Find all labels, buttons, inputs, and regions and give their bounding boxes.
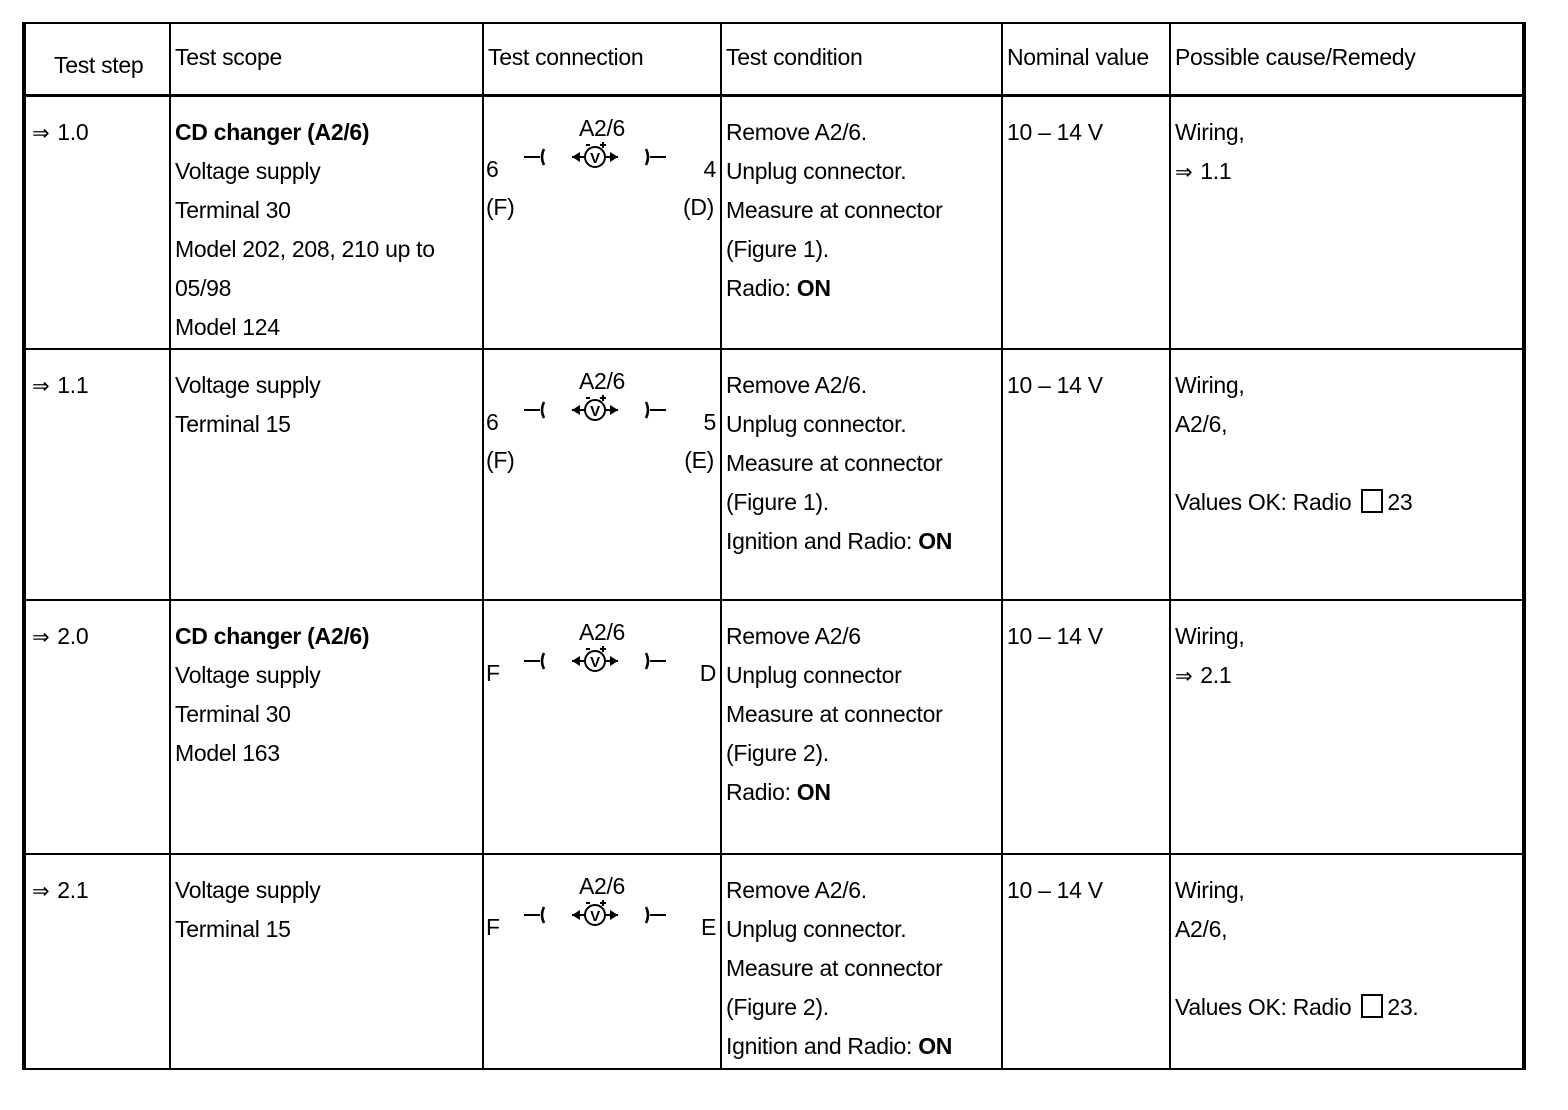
scope-line: Terminal 30 bbox=[175, 197, 291, 223]
scope-line: Model 163 bbox=[175, 739, 280, 766]
test-condition-cell bbox=[721, 600, 1002, 854]
nominal-value: 10 – 14 V bbox=[1007, 119, 1103, 145]
arrow-right-icon: ⇒ bbox=[1175, 161, 1193, 184]
scope-line: Terminal 30 bbox=[175, 700, 291, 727]
header-test-connection: Test connection bbox=[483, 24, 721, 96]
test-condition-cell bbox=[721, 96, 1002, 349]
condition-state-line: Radio: ON bbox=[726, 778, 831, 805]
condition-line: (Figure 1). bbox=[726, 488, 829, 515]
svg-text:V: V bbox=[590, 907, 600, 925]
test-condition-cell bbox=[721, 854, 1002, 1070]
scope-line: Model 202, 208, 210 up to bbox=[175, 236, 435, 262]
test-step-cell bbox=[25, 349, 170, 600]
pin-right: 4 bbox=[703, 156, 716, 182]
voltmeter-symbol bbox=[520, 641, 670, 683]
test-step-cell bbox=[25, 600, 170, 854]
test-step-cell bbox=[25, 96, 170, 349]
condition-line: Measure at connector bbox=[726, 449, 943, 476]
remedy-line: A2/6, bbox=[1175, 915, 1228, 942]
remedy-cell bbox=[1170, 349, 1523, 600]
remedy-cell bbox=[1170, 854, 1523, 1070]
test-scope-cell bbox=[170, 96, 483, 349]
test-connection-diagram bbox=[484, 601, 720, 741]
book-reference-icon bbox=[1361, 994, 1383, 1018]
nominal-value-cell bbox=[1002, 854, 1170, 1070]
remedy-cell bbox=[1170, 96, 1523, 349]
remedy-values-ok: Values OK: Radio 23. bbox=[1175, 993, 1419, 1020]
test-step-number: 1.1 bbox=[57, 371, 89, 398]
pin-left: 6 bbox=[486, 408, 499, 435]
condition-line: Unplug connector. bbox=[726, 410, 907, 437]
arrow-right-icon: ⇒ bbox=[32, 122, 50, 145]
component-label: A2/6 bbox=[578, 872, 626, 899]
svg-text:V: V bbox=[590, 653, 600, 671]
test-step-number: 2.0 bbox=[57, 622, 89, 649]
test-table-sheet bbox=[22, 22, 1526, 1070]
pin-left: F bbox=[486, 659, 500, 686]
table-header-row bbox=[25, 24, 1523, 96]
scope-line: Voltage supply bbox=[175, 371, 321, 398]
condition-line: (Figure 2). bbox=[726, 739, 829, 766]
test-connection-cell bbox=[483, 349, 721, 600]
svg-text:V: V bbox=[590, 402, 600, 420]
header-possible-cause: Possible cause/Remedy bbox=[1170, 24, 1523, 96]
nominal-value: 10 – 14 V bbox=[1007, 876, 1103, 903]
condition-line: Unplug connector. bbox=[726, 158, 907, 184]
pin-left: F bbox=[486, 913, 500, 940]
book-reference-icon bbox=[1361, 489, 1383, 513]
condition-line: Measure at connector bbox=[726, 954, 943, 981]
header-nominal-value: Nominal value bbox=[1002, 24, 1170, 96]
test-connection-cell bbox=[483, 600, 721, 854]
state-on: ON bbox=[796, 778, 831, 805]
test-connection-cell bbox=[483, 854, 721, 1070]
test-connection-diagram bbox=[484, 855, 720, 995]
remedy-line: Wiring, bbox=[1175, 371, 1245, 398]
condition-line: (Figure 2). bbox=[726, 993, 829, 1020]
header-test-step: Test step bbox=[25, 24, 170, 96]
test-scope-cell bbox=[170, 349, 483, 600]
scope-title: CD changer (A2/6) bbox=[175, 119, 370, 145]
condition-state-line: Ignition and Radio: ON bbox=[726, 1032, 953, 1059]
svg-text:V: V bbox=[590, 150, 600, 167]
nominal-value-cell bbox=[1002, 600, 1170, 854]
pin-right: 5 bbox=[703, 408, 716, 435]
arrow-right-icon: ⇒ bbox=[32, 625, 50, 649]
pin-right-alt: (D) bbox=[682, 194, 714, 220]
pin-right: D bbox=[699, 659, 716, 686]
table-row bbox=[25, 854, 1523, 1070]
test-connection-diagram bbox=[484, 97, 720, 237]
state-on: ON bbox=[796, 275, 831, 301]
nominal-value: 10 – 14 V bbox=[1007, 371, 1103, 398]
scope-title: CD changer (A2/6) bbox=[175, 622, 370, 649]
test-step-number: 1.0 bbox=[57, 119, 89, 145]
condition-state-line: Ignition and Radio: ON bbox=[726, 527, 953, 554]
condition-line: (Figure 1). bbox=[726, 236, 829, 262]
remedy-values-ok: Values OK: Radio 23 bbox=[1175, 488, 1413, 515]
remedy-goto-link[interactable]: ⇒ 2.1 bbox=[1175, 661, 1232, 688]
condition-line: Remove A2/6. bbox=[726, 371, 867, 398]
nominal-value: 10 – 14 V bbox=[1007, 622, 1103, 649]
nominal-value-cell bbox=[1002, 96, 1170, 349]
condition-line: Remove A2/6 bbox=[726, 622, 861, 649]
remedy-goto-link[interactable]: ⇒ 1.1 bbox=[1175, 158, 1232, 184]
remedy-cell bbox=[1170, 600, 1523, 854]
condition-state-line: Radio: ON bbox=[726, 275, 831, 301]
pin-right: E bbox=[700, 913, 716, 940]
table-row bbox=[25, 96, 1523, 349]
condition-line: Remove A2/6. bbox=[726, 876, 867, 903]
scope-line: Terminal 15 bbox=[175, 915, 291, 942]
voltmeter-symbol bbox=[520, 895, 670, 937]
arrow-right-icon: ⇒ bbox=[32, 879, 50, 903]
scope-line: Voltage supply bbox=[175, 661, 321, 688]
test-step-number: 2.1 bbox=[57, 876, 89, 903]
remedy-line: Wiring, bbox=[1175, 876, 1245, 903]
test-scope-cell bbox=[170, 854, 483, 1070]
header-test-scope: Test scope bbox=[170, 24, 483, 96]
component-label: A2/6 bbox=[578, 115, 626, 141]
remedy-line: Wiring, bbox=[1175, 622, 1245, 649]
voltmeter-symbol bbox=[520, 137, 670, 179]
voltmeter-symbol bbox=[520, 390, 670, 432]
header-test-condition: Test condition bbox=[721, 24, 1002, 96]
state-on: ON bbox=[918, 1032, 953, 1059]
test-procedure-table bbox=[24, 24, 1524, 1070]
scope-line: Voltage supply bbox=[175, 876, 321, 903]
table-row bbox=[25, 600, 1523, 854]
arrow-right-icon: ⇒ bbox=[32, 374, 50, 398]
component-label: A2/6 bbox=[578, 367, 626, 394]
scope-line: Voltage supply bbox=[175, 158, 321, 184]
condition-line: Unplug connector bbox=[726, 661, 902, 688]
scope-line: Terminal 15 bbox=[175, 410, 291, 437]
test-condition-cell bbox=[721, 349, 1002, 600]
nominal-value-cell bbox=[1002, 349, 1170, 600]
pin-left-alt: (F) bbox=[486, 194, 515, 220]
test-connection-diagram bbox=[484, 350, 720, 490]
pin-left-alt: (F) bbox=[486, 446, 515, 473]
test-scope-cell bbox=[170, 600, 483, 854]
scope-line: 05/98 bbox=[175, 275, 232, 301]
condition-line: Remove A2/6. bbox=[726, 119, 867, 145]
component-label: A2/6 bbox=[578, 618, 626, 645]
table-row bbox=[25, 349, 1523, 600]
arrow-right-icon: ⇒ bbox=[1175, 664, 1193, 688]
pin-right-alt: (E) bbox=[684, 446, 714, 473]
condition-line: Unplug connector. bbox=[726, 915, 907, 942]
scope-line: Model 124 bbox=[175, 314, 280, 340]
condition-line: Measure at connector bbox=[726, 700, 943, 727]
remedy-line: A2/6, bbox=[1175, 410, 1228, 437]
state-on: ON bbox=[918, 527, 953, 554]
test-connection-cell bbox=[483, 96, 721, 349]
pin-left: 6 bbox=[486, 156, 499, 182]
remedy-line: Wiring, bbox=[1175, 119, 1245, 145]
test-step-cell bbox=[25, 854, 170, 1070]
condition-line: Measure at connector bbox=[726, 197, 943, 223]
